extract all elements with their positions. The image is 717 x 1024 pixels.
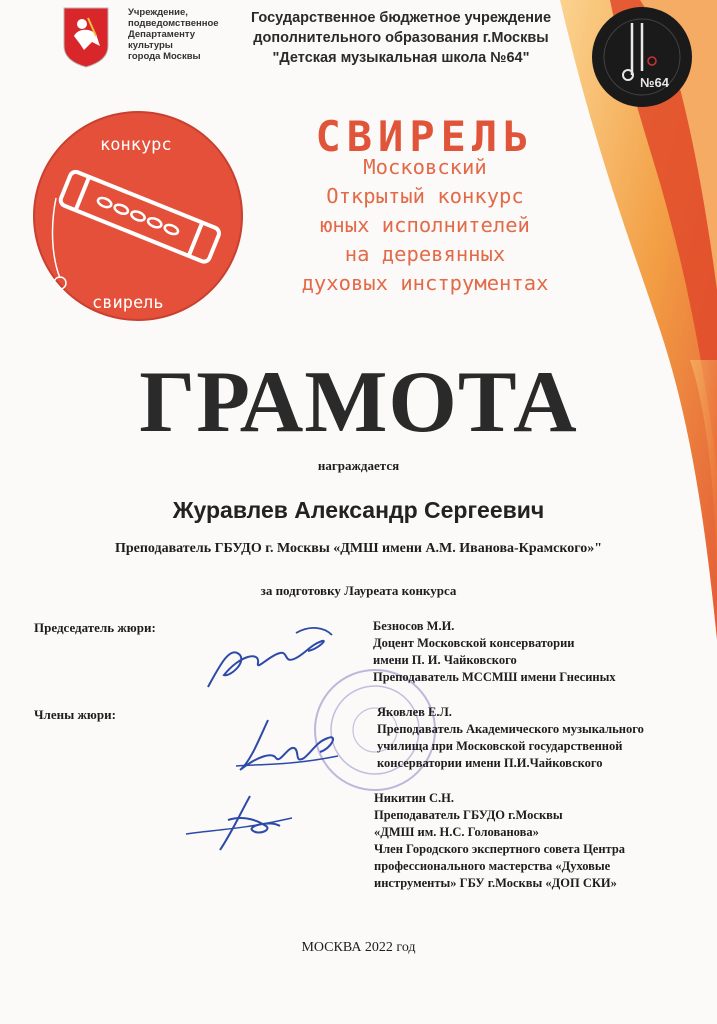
city-year: МОСКВА 2022 год <box>301 940 416 955</box>
school-line: Государственное бюджетное учреждение <box>250 10 552 26</box>
department-line: Департаменту <box>128 29 196 40</box>
jury-line: консерватории имени П.И.Чайковского <box>377 756 603 770</box>
awarded-text: награждается <box>317 458 400 473</box>
department-line: подведомственное <box>128 18 219 29</box>
jury-line: Член Городского экспертного совета Центра <box>374 842 626 856</box>
member-signature-1 <box>228 712 348 782</box>
subtitle-line: Московский <box>363 155 487 179</box>
award-reason: за подготовку Лауреата конкурса <box>260 583 457 598</box>
jury-line: инструменты» ГБУ г.Москвы «ДОП СКИ» <box>374 876 617 890</box>
competition-logo <box>30 108 250 328</box>
jury-line: училища при Московской государственной <box>377 739 623 753</box>
jury-member-2 <box>374 790 625 892</box>
jury-line: Доцент Московской консерватории <box>373 636 575 650</box>
jury-line: имени П. И. Чайковского <box>373 653 517 667</box>
jury-chair <box>373 618 616 686</box>
recipient-name: Журавлев Александр Сергеевич <box>172 497 545 523</box>
jury-member-1 <box>377 704 644 772</box>
competition-subtitle <box>240 153 610 298</box>
jury-line: Безносов М.И. <box>373 619 455 633</box>
member-signature-2 <box>180 790 300 860</box>
jury-line: «ДМШ им. Н.С. Голованова» <box>374 825 539 839</box>
department-caption <box>128 7 238 62</box>
members-label: Члены жюри: <box>34 707 116 722</box>
department-line: города Москвы <box>128 51 201 62</box>
recipient-position: Преподаватель ГБУДО г. Москвы «ДМШ имени А.М. Иванова-Крамского»" <box>114 541 603 556</box>
department-line: культуры <box>128 40 173 51</box>
chair-signature <box>200 615 340 695</box>
jury-line: Преподаватель МССМШ имени Гнесиных <box>373 670 616 684</box>
jury-line: Никитин С.Н. <box>374 791 454 805</box>
subtitle-line: юных исполнителей <box>320 213 530 237</box>
jury-line: Преподаватель ГБУДО г.Москвы <box>374 808 563 822</box>
certificate-heading: ГРАМОТА <box>139 354 578 451</box>
jury-line: профессионального мастерства «Духовые <box>374 859 611 873</box>
department-line: Учреждение, <box>128 7 188 18</box>
logo-top-word: конкурс <box>100 135 172 155</box>
competition-title: СВИРЕЛЬ <box>315 112 535 161</box>
school-header <box>236 8 566 68</box>
subtitle-line: духовых инструментах <box>301 271 549 295</box>
school-64-logo <box>590 5 695 110</box>
logo-bottom-word: свирель <box>92 293 164 313</box>
jury-line: Яковлев Е.Л. <box>377 705 452 719</box>
jury-line: Преподаватель Академического музыкального <box>377 722 644 736</box>
school-line: дополнительного образования г.Москвы <box>253 30 549 46</box>
moscow-coat-of-arms-icon <box>62 6 110 68</box>
subtitle-line: Открытый конкурс <box>326 184 524 208</box>
subtitle-line: на деревянных <box>344 242 506 266</box>
school-line: "Детская музыкальная школа №64" <box>272 50 530 66</box>
chair-label: Председатель жюри: <box>34 620 156 635</box>
school-number: №64 <box>640 75 669 90</box>
